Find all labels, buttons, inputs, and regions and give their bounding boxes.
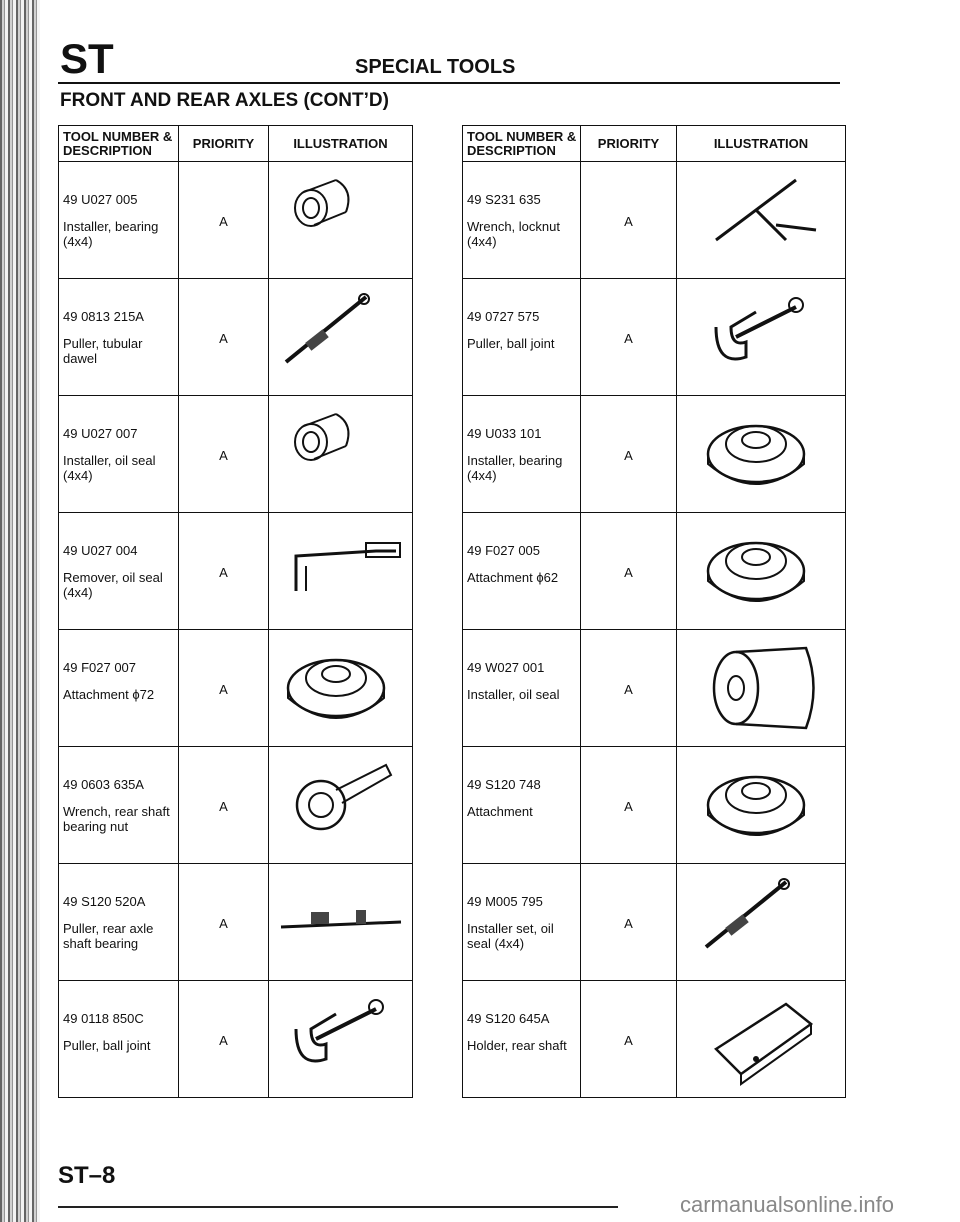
col-header-desc: TOOL NUMBER & DESCRIPTION xyxy=(59,126,179,162)
disc-illustration-icon xyxy=(696,404,826,504)
tool-row xyxy=(59,864,413,981)
priority-value: A xyxy=(219,799,228,814)
priority-value: A xyxy=(624,331,633,346)
tool-description-cell xyxy=(59,513,179,630)
tool-description-cell xyxy=(463,864,581,981)
tool-description: Attachment xyxy=(467,804,533,819)
illustration-cell xyxy=(269,513,413,630)
tool-description-cell xyxy=(59,981,179,1098)
footer-rule xyxy=(58,1206,618,1208)
sleeve-illustration-icon xyxy=(276,170,406,270)
priority-cell xyxy=(581,396,677,513)
illustration-cell xyxy=(269,981,413,1098)
priority-cell xyxy=(179,747,269,864)
tool-row xyxy=(59,396,413,513)
tool-description: Wrench, rear shaft bearing nut xyxy=(63,804,170,834)
tools-table-right xyxy=(462,125,846,1098)
tool-description-cell xyxy=(463,162,581,279)
tool-number: 49 S120 748 xyxy=(467,777,541,792)
sleeve-illustration-icon xyxy=(276,404,406,504)
tool-row xyxy=(59,162,413,279)
tool-description: Attachment ϕ62 xyxy=(467,570,559,585)
tool-description-cell xyxy=(59,747,179,864)
page-title: SPECIAL TOOLS xyxy=(355,56,516,78)
tool-row xyxy=(59,747,413,864)
tool-number: 49 M005 795 xyxy=(467,894,543,909)
tool-description: Installer, oil seal xyxy=(467,687,560,702)
illustration-cell xyxy=(677,162,846,279)
illustration-cell xyxy=(677,630,846,747)
illustration-cell xyxy=(269,864,413,981)
tool-number: 49 0813 215A xyxy=(63,309,144,324)
header-rule xyxy=(58,82,840,84)
tool-description: Puller, ball joint xyxy=(467,336,555,351)
tool-description-cell xyxy=(59,279,179,396)
section-subtitle: FRONT AND REAR AXLES (CONT’D) xyxy=(60,90,389,111)
priority-cell xyxy=(179,513,269,630)
tool-description: Installer, bearing (4x4) xyxy=(63,219,159,249)
priority-cell xyxy=(581,630,677,747)
priority-value: A xyxy=(624,214,633,229)
tool-row xyxy=(59,279,413,396)
tool-row xyxy=(59,981,413,1098)
tool-row xyxy=(463,279,846,396)
tools-table-left xyxy=(58,125,413,1098)
priority-cell xyxy=(581,981,677,1098)
tool-row xyxy=(463,981,846,1098)
priority-cell xyxy=(581,864,677,981)
priority-value: A xyxy=(624,448,633,463)
tool-row xyxy=(463,747,846,864)
priority-value: A xyxy=(624,1033,633,1048)
tool-row xyxy=(463,513,846,630)
tool-description-cell xyxy=(463,747,581,864)
illustration-cell xyxy=(677,747,846,864)
plate-illustration-icon xyxy=(696,989,826,1089)
tool-row xyxy=(463,162,846,279)
illustration-cell xyxy=(269,747,413,864)
tool-description: Wrench, locknut (4x4) xyxy=(467,219,560,249)
watermark: carmanualsonline.info xyxy=(680,1192,895,1217)
tool-description-cell xyxy=(463,981,581,1098)
tool-number: 49 S231 635 xyxy=(467,192,541,207)
tool-number: 49 F027 005 xyxy=(467,543,541,558)
section-code: ST xyxy=(60,35,114,82)
tool-row xyxy=(463,864,846,981)
col-header-priority: PRIORITY xyxy=(179,126,269,162)
scan-binding-edge xyxy=(0,0,40,1222)
tool-description: Installer, oil seal (4x4) xyxy=(63,453,156,483)
tool-description-cell xyxy=(59,396,179,513)
illustration-cell xyxy=(269,630,413,747)
tool-description-cell xyxy=(463,630,581,747)
priority-cell xyxy=(179,162,269,279)
disc-illustration-icon xyxy=(696,521,826,621)
page-number: ST–8 xyxy=(58,1162,116,1189)
tool-number: 49 U027 007 xyxy=(63,426,138,441)
illustration-cell xyxy=(677,279,846,396)
priority-value: A xyxy=(624,565,633,580)
tool-description: Remover, oil seal (4x4) xyxy=(63,570,163,600)
tool-number: 49 0603 635A xyxy=(63,777,144,792)
priority-value: A xyxy=(219,916,228,931)
clamp-illustration-icon xyxy=(276,989,406,1089)
priority-value: A xyxy=(219,565,228,580)
priority-cell xyxy=(179,396,269,513)
priority-value: A xyxy=(624,682,633,697)
illustration-cell xyxy=(677,396,846,513)
bar-illustration-icon xyxy=(276,872,406,972)
illustration-cell xyxy=(677,864,846,981)
tool-row xyxy=(463,396,846,513)
tool-description: Installer, bearing (4x4) xyxy=(467,453,563,483)
priority-cell xyxy=(581,279,677,396)
tool-number: 49 0727 575 xyxy=(467,309,540,324)
priority-cell xyxy=(581,747,677,864)
illustration-cell xyxy=(677,513,846,630)
illustration-cell xyxy=(269,396,413,513)
priority-value: A xyxy=(219,1033,228,1048)
tool-description-cell xyxy=(463,513,581,630)
tool-description: Installer set, oil seal (4x4) xyxy=(467,921,554,951)
tool-row xyxy=(59,513,413,630)
tool-number: 49 W027 001 xyxy=(467,660,545,675)
tool-description-cell xyxy=(59,162,179,279)
illustration-cell xyxy=(269,162,413,279)
priority-cell xyxy=(179,630,269,747)
tool-row xyxy=(463,630,846,747)
hook-bar-illustration-icon xyxy=(276,521,406,621)
tool-description: Holder, rear shaft xyxy=(467,1038,567,1053)
tool-description-cell xyxy=(59,864,179,981)
priority-value: A xyxy=(219,214,228,229)
priority-value: A xyxy=(219,331,228,346)
tool-description-cell xyxy=(463,279,581,396)
col-header-illustration: ILLUSTRATION xyxy=(677,126,846,162)
priority-value: A xyxy=(219,448,228,463)
drum-illustration-icon xyxy=(696,638,826,738)
wrench-illustration-icon xyxy=(276,755,406,855)
tool-number: 49 U027 005 xyxy=(63,192,138,207)
col-header-desc: TOOL NUMBER & DESCRIPTION xyxy=(463,126,581,162)
tool-number: 49 F027 007 xyxy=(63,660,137,675)
tool-description: Puller, tubular dawel xyxy=(63,336,143,366)
tool-number: 49 0118 850C xyxy=(63,1011,144,1026)
priority-value: A xyxy=(219,682,228,697)
slide-hammer-illustration-icon xyxy=(696,872,826,972)
slide-hammer-illustration-icon xyxy=(276,287,406,387)
illustration-cell xyxy=(269,279,413,396)
disc-illustration-icon xyxy=(276,638,406,738)
tool-number: 49 S120 645A xyxy=(467,1011,550,1026)
tool-row xyxy=(59,630,413,747)
tool-description-cell xyxy=(59,630,179,747)
tool-description: Attachment ϕ72 xyxy=(63,687,155,702)
col-header-illustration: ILLUSTRATION xyxy=(269,126,413,162)
tool-number: 49 U027 004 xyxy=(63,543,138,558)
tool-description: Puller, ball joint xyxy=(63,1038,151,1053)
priority-cell xyxy=(581,162,677,279)
clamp-illustration-icon xyxy=(696,287,826,387)
priority-cell xyxy=(179,981,269,1098)
illustration-cell xyxy=(677,981,846,1098)
tool-description: Puller, rear axle shaft bearing xyxy=(63,921,154,951)
priority-value: A xyxy=(624,799,633,814)
tool-description-cell xyxy=(463,396,581,513)
priority-cell xyxy=(179,279,269,396)
col-header-priority: PRIORITY xyxy=(581,126,677,162)
tool-number: 49 U033 101 xyxy=(467,426,542,441)
priority-cell xyxy=(179,864,269,981)
tool-number: 49 S120 520A xyxy=(63,894,146,909)
disc-illustration-icon xyxy=(696,755,826,855)
t-wrench-illustration-icon xyxy=(696,170,826,270)
priority-value: A xyxy=(624,916,633,931)
priority-cell xyxy=(581,513,677,630)
